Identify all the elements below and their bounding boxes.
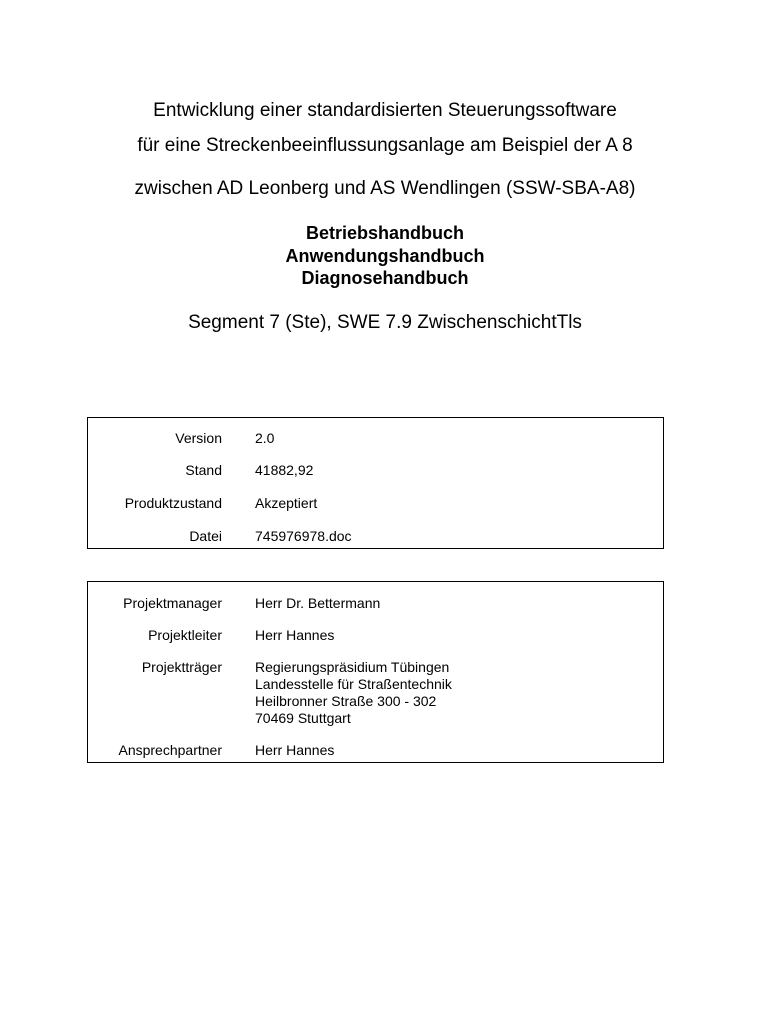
- stand-value: 41882,92: [255, 462, 314, 478]
- handbook-title-3: Diagnosehandbuch: [301, 268, 469, 288]
- handbook-title-1: Betriebshandbuch: [305, 223, 465, 243]
- sponsor-line-2: Landesstelle für Straßentechnik: [255, 676, 452, 692]
- project-info-table: [87, 581, 664, 763]
- segment-title: Segment 7 (Ste), SWE 7.9 ZwischenschichtTls: [188, 312, 582, 333]
- title-line-2: für eine Streckenbeeinflussungsanlage am Beispiel der A 8: [137, 135, 633, 156]
- project-manager-value: Herr Dr. Bettermann: [255, 595, 381, 611]
- sponsor-line-3: Heilbronner Straße 300 - 302: [255, 693, 437, 709]
- project-leader-value: Herr Hannes: [255, 627, 335, 643]
- project-sponsor-address: [255, 659, 452, 727]
- project-manager-label: Projektmanager: [123, 595, 222, 611]
- sponsor-line-4: 70469 Stuttgart: [255, 710, 351, 726]
- stand-label: Stand: [185, 462, 222, 478]
- handbook-title-2: Anwendungshandbuch: [285, 246, 485, 266]
- version-label: Version: [175, 430, 222, 446]
- project-sponsor-label: Projektträger: [141, 659, 222, 675]
- contact-person-label: Ansprechpartner: [118, 742, 222, 758]
- product-state-value: Akzeptiert: [255, 495, 318, 511]
- version-value: 2.0: [255, 430, 275, 446]
- file-value: 745976978.doc: [255, 528, 352, 544]
- title-line-3: zwischen AD Leonberg und AS Wendlingen (SSW-SBA-A8): [134, 178, 636, 199]
- product-state-label: Produktzustand: [124, 495, 222, 511]
- contact-person-value: Herr Hannes: [255, 742, 335, 758]
- file-label: Datei: [189, 528, 222, 544]
- sponsor-line-1: Regierungspräsidium Tübingen: [255, 659, 450, 675]
- project-leader-label: Projektleiter: [148, 627, 222, 643]
- document-info-table: [87, 417, 664, 549]
- title-line-1: Entwicklung einer standardisierten Steuerungssoftware: [153, 100, 617, 121]
